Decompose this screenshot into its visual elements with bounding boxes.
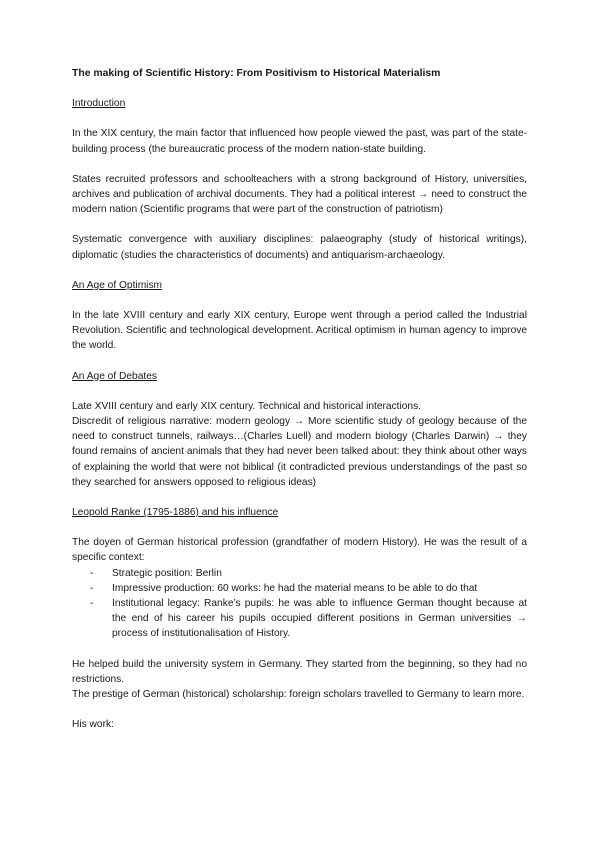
paragraph-intro-3: Systematic convergence with auxiliary disciplines: palaeography (study of historical writings), diplomatic (studies the characteristics of documents) and antiquarism-archaeology.: [72, 234, 527, 261]
ranke-bullet-list: [72, 566, 527, 642]
paragraph-ranke-intro: The doyen of German historical profession (grandfather of modern History). He was the result of a specific context:: [72, 537, 527, 564]
list-item: - Strategic position: Berlin: [72, 566, 527, 581]
paragraph-debates-1: Late XVIII century and early XIX century. Technical and historical interactions.: [72, 400, 422, 412]
paragraph-ranke-after-2: The prestige of German (historical) scholarship: foreign scholars travelled to Germany to learn more.: [72, 689, 525, 701]
list-item: - Impressive production: 60 works: he had the material means to be able to do that: [72, 581, 527, 596]
document-title: The making of Scientific History: From Positivism to Historical Materialism: [72, 68, 441, 79]
paragraph-ranke-after-1: He helped build the university system in Germany. They started from the beginning, so they had no restrictions.: [72, 658, 527, 685]
paragraph-his-work: His work:: [72, 719, 114, 731]
paragraph-intro-2: States recruited professors and schoolteachers with a strong background of History, universities, archives and publication of archival documents. They had a political interest → need to construct the modern nation (Scientific programs that were part of the construction of patriotism): [72, 173, 527, 216]
paragraph-optimism-1: In the late XVIII century and early XIX century, Europe went through a period called the Industrial Revolution. Scientific and technological development. Acritical optimism in human agency to improve the world.: [72, 310, 527, 352]
heading-age-of-debates: An Age of Debates: [72, 370, 157, 382]
heading-introduction: Introduction: [72, 98, 126, 110]
list-item: - Institutional legacy: Ranke’s pupils: he was able to influence German thought because at the end of his career his pupils occupied different positions in German universities → process of institutionalisation of History.: [72, 596, 527, 642]
document-body: [72, 66, 527, 748]
paragraph-intro-1: In the XIX century, the main factor that influenced how people viewed the past, was part of the state-building process (the bureaucratic process of the modern nation-state building.: [72, 128, 527, 155]
heading-leopold-ranke: Leopold Ranke (1795-1886) and his influence: [72, 507, 279, 519]
paragraph-debates-2: Discredit of religious narrative: modern geology → More scientific study of geology because of the need to construct tunnels, railways…(Charles Luell) and modern biology (Charles Darwin) → they found remains of ancient animals that they had never been talked about: they think about other ways of explaining the world that were not biblical (it contradicted previous understandings of the past so they searched for answers opposed to religious ideas): [72, 416, 527, 488]
heading-age-of-optimism: An Age of Optimism: [72, 279, 163, 291]
